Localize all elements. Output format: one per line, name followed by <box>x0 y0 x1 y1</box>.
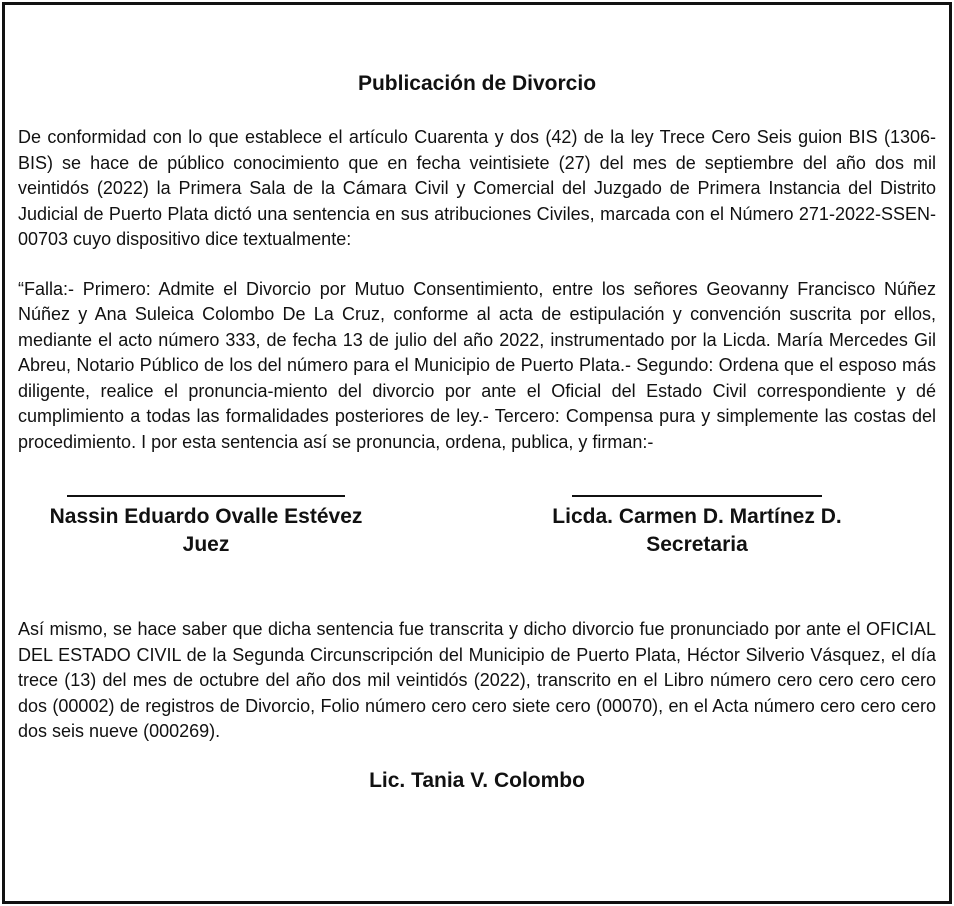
document-title: Publicación de Divorcio <box>357 72 597 95</box>
signature-line <box>572 495 822 497</box>
closing-signatory: Lic. Tania V. Colombo <box>369 768 585 792</box>
judge-name: Nassin Eduardo Ovalle Estévez <box>49 505 363 528</box>
ruling-paragraph: “Falla:- Primero: Admite el Divorcio por Mutuo Consentimiento, entre los señores Geovanny Francisco Núñez Núñez y Ana Suleica Colombo De La Cruz, conforme al acta de estipulación y convención suscrita por ellos, mediante el acto número 333, de fecha 13 de julio del año 2022, instrumentado por la Licda. María Mercedes Gil Abreu, Notario Público de los del número para el Municipio de Puerto Plata.- Segundo: Ordena que el esposo más diligente, realice el pronuncia-miento del divorcio por ante el Oficial del Estado Civil correspondiente y dé cumplimiento a todas las formalidades posteriores de ley.- Tercero: Compensa pura y simplemente las costas del procedimiento. I por esta sentencia así se pronuncia, ordena, publica, y firman:- <box>18 278 936 452</box>
secretary-signature <box>516 495 878 559</box>
document-body <box>18 70 936 795</box>
signature-line <box>67 495 345 497</box>
judge-signature <box>18 495 394 559</box>
signature-block <box>18 495 936 595</box>
intro-paragraph: De conformidad con lo que establece el artículo Cuarenta y dos (42) de la ley Trece Cero Seis guion BIS (1306-BIS) se hace de público conocimiento que en fecha veintisiete (27) del mes de septiembre del año dos mil veintidós (2022) la Primera Sala de la Cámara Civil y Comercial del Juzgado de Primera Instancia del Distrito Judicial de Puerto Plata dictó una sentencia en sus atribuciones Civiles, marcada con el Número 271-2022-SSEN-00703 cuyo dispositivo dice textualmente: <box>18 127 936 249</box>
secretary-name: Licda. Carmen D. Martínez D. <box>552 505 842 528</box>
secretary-role: Secretaria <box>646 533 748 556</box>
judge-role: Juez <box>182 533 230 556</box>
registration-paragraph: Así mismo, se hace saber que dicha sentencia fue transcrita y dicho divorcio fue pronunciado por ante el OFICIAL DEL ESTADO CIVIL de la Segunda Circunscripción del Municipio de Puerto Plata, Héctor Silverio Vásquez, el día trece (13) del mes de octubre del año dos mil veintidós (2022), transcrito en el Libro número cero cero cero cero dos (00002) de registros de Divorcio, Folio número cero cero siete cero (00070), en el Acta número cero cero cero dos seis nueve (000269). <box>18 619 936 741</box>
